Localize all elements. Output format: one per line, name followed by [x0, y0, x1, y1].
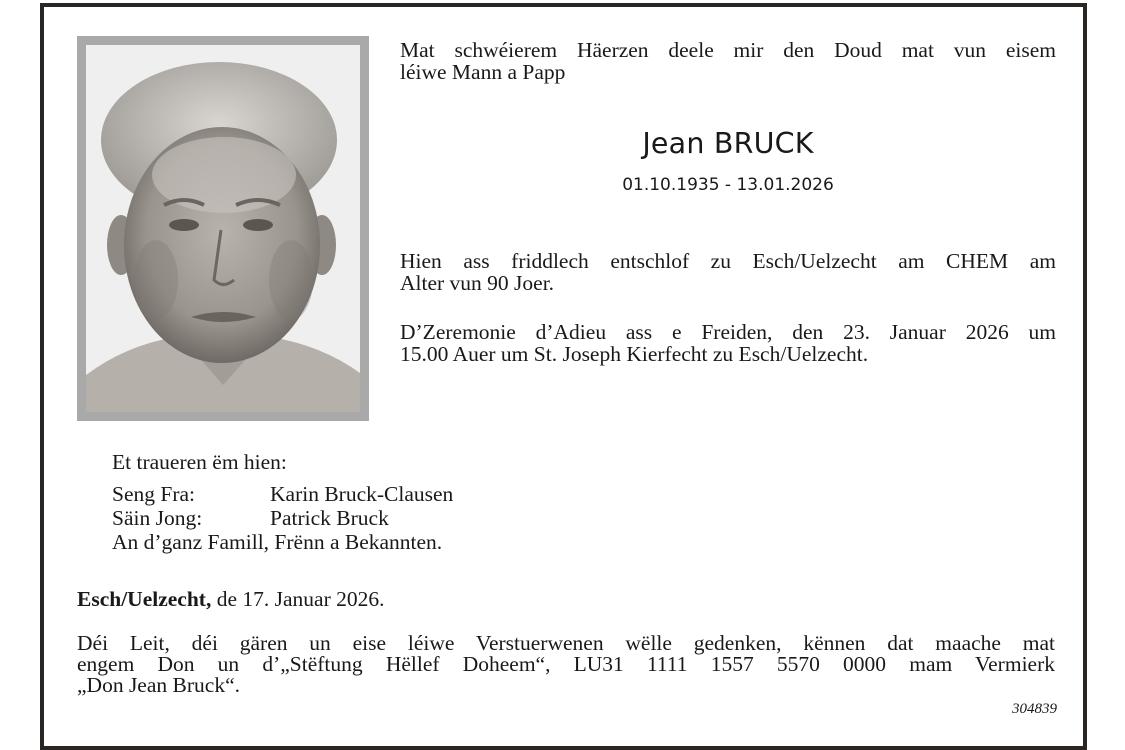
mourner-row [112, 482, 453, 506]
mourner-row [112, 506, 453, 530]
reference-number: 304839 [1012, 701, 1057, 717]
mourners-list [112, 482, 453, 530]
mourner-name: Karin Bruck-Clausen [270, 482, 454, 506]
notice-date: de 17. Januar 2026. [211, 587, 385, 611]
intro-line-1: Mat schwéierem Häerzen deele mir den Doud mat vun eisem [400, 38, 1056, 62]
mourner-name: Patrick Bruck [270, 506, 389, 530]
mourner-relation: Säin Jong: [112, 506, 203, 530]
place-date [77, 587, 385, 612]
mourner-relation: Seng Fra: [112, 482, 196, 506]
intro-line-2: léiwe Mann a Papp [400, 60, 566, 84]
portrait-photo [86, 45, 360, 412]
ceremony-line-1: D’Zeremonie d’Adieu ass e Freiden, den 23. Januar 2026 um [400, 320, 1056, 344]
donation-line-2: engem Don un d’„Stëftung Hëllef Doheem“, LU31 1111 1557 5570 0000 mam Vermierk [77, 652, 1055, 676]
deceased-name: Jean BRUCK [642, 127, 814, 160]
donation-line-1: Déi Leit, déi gären un eise léiwe Verstuerwenen wëlle gedenken, kënnen dat maache mat [77, 631, 1055, 655]
mourners-others: An d’ganz Famill, Frënn a Bekannten. [112, 530, 443, 554]
donation-paragraph [77, 633, 1055, 696]
ceremony-line-2: 15.00 Auer um St. Joseph Kierfecht zu Esch/Uelzecht. [400, 342, 869, 366]
place-name: Esch/Uelzecht, [77, 587, 212, 611]
portrait-frame [77, 36, 369, 421]
death-line-2: Alter vun 90 Joer. [400, 271, 555, 295]
obituary-frame [40, 3, 1087, 750]
mourners-title: Et traueren ëm hien: [112, 450, 287, 474]
intro-text [400, 39, 1056, 83]
death-line-1: Hien ass friddlech entschlof zu Esch/Uelzecht am CHEM am [400, 249, 1056, 273]
donation-line-3: „Don Jean Bruck“. [77, 673, 240, 697]
ceremony-paragraph [400, 321, 1056, 365]
life-dates: 01.10.1935 - 13.01.2026 [622, 175, 834, 195]
death-paragraph [400, 250, 1056, 294]
